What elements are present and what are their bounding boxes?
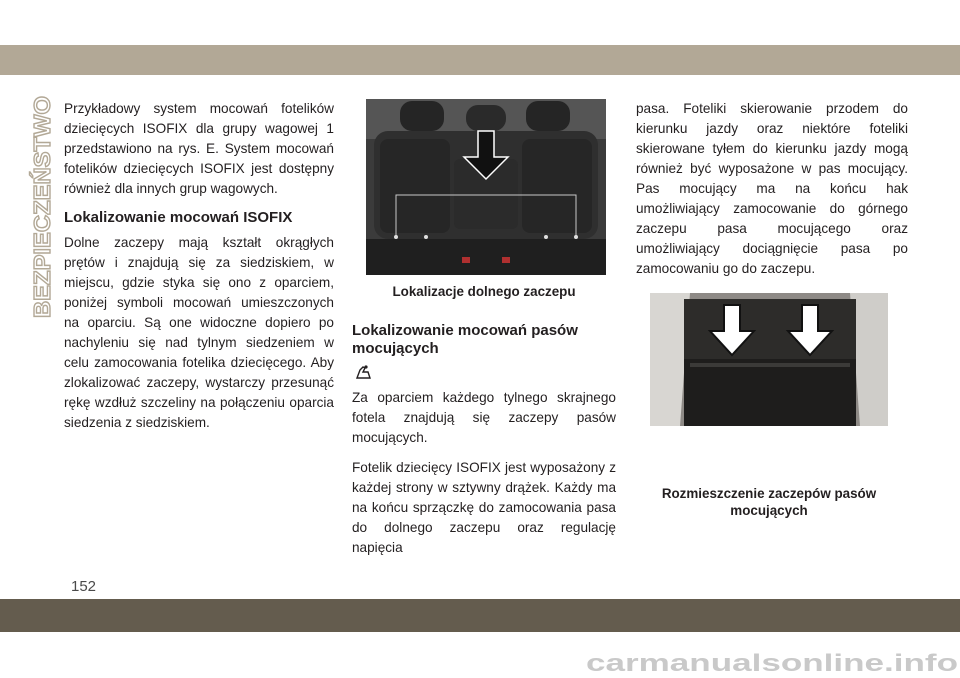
cargo-area-photo [650,293,888,426]
column-3 [636,99,908,289]
heading-isofix-location: Lokalizowanie mocowań ISOFIX [64,209,293,226]
paragraph-isofix-rods: Fotelik dziecięcy ISOFIX jest wyposażony z każdej strony w sztywny drążek. Każdy ma na końcu sprzączkę do zamocowania pasa do dolnego zaczepu oraz regulację napięcia [352,460,616,555]
footer-band [0,599,960,632]
figure-lower-anchors [366,99,606,275]
paragraph-tether-strap: pasa. Foteliki skierowanie przodem do kierunku jazdy oraz niektóre foteliki skierowane tyłem do kierunku jazdy mogą również być wyposażone w pas mocujący. Pas mocujący ma na końcu hak umożliwiający zamocowanie do górnego zaczepu pasa mocującego oraz umożliwiający dociągnięcie pasa po zamocowaniu go do zaczepu. [636,101,908,276]
section-title-graphic [20,92,60,322]
watermark-text: carmanualsonline.info [586,650,958,676]
rear-seat-photo [366,99,606,275]
child-seat-icon [354,364,374,380]
header-band [0,45,960,75]
paragraph-isofix-intro: Przykładowy system mocowań fotelików dziecięcych ISOFIX dla grupy wagowej 1 przedstawiono na rys. E. System mocowań fotelików dziecięcych ISOFIX jest dostępny również dla innych grup wagowych. [64,101,334,196]
column-2 [352,99,616,568]
column-1 [64,99,334,443]
watermark-graphic [0,650,960,676]
watermark [0,650,960,676]
section-title-text: BEZPIECZEŃSTWO [29,103,55,318]
section-title [20,92,60,322]
paragraph-tether-anchors: Za oparciem każdego tylnego skrajnego fotela znajdują się zaczepy pasów mocujących. [352,390,616,445]
paragraph-lower-anchors: Dolne zaczepy mają kształt okrągłych prętów i znajdują się za siedziskiem, w miejscu, gdzie styka się ono z oparciem, poniżej symboli mocowań umieszczonych na oparciu. Są one widoczne dopiero po nachyleniu się nad tylnym siedzeniem w celu zamocowania fotelika dziecięcego. Aby zlokalizować zaczepy, wystarczy przesunąć rękę wzdłuż szczeliny na połączeniu oparcia siedzenia z siedziskiem. [64,235,334,430]
caption-lower-anchors: Lokalizacje dolnego zaczepu [392,284,576,299]
page-number: 152 [71,578,97,595]
heading-tether-location: Lokalizowanie mocowań pasów mocujących [352,322,578,357]
figure-tether-anchors [650,293,888,426]
caption-tether-anchors: Rozmieszczenie zaczepów pasów mocujących [661,486,877,518]
